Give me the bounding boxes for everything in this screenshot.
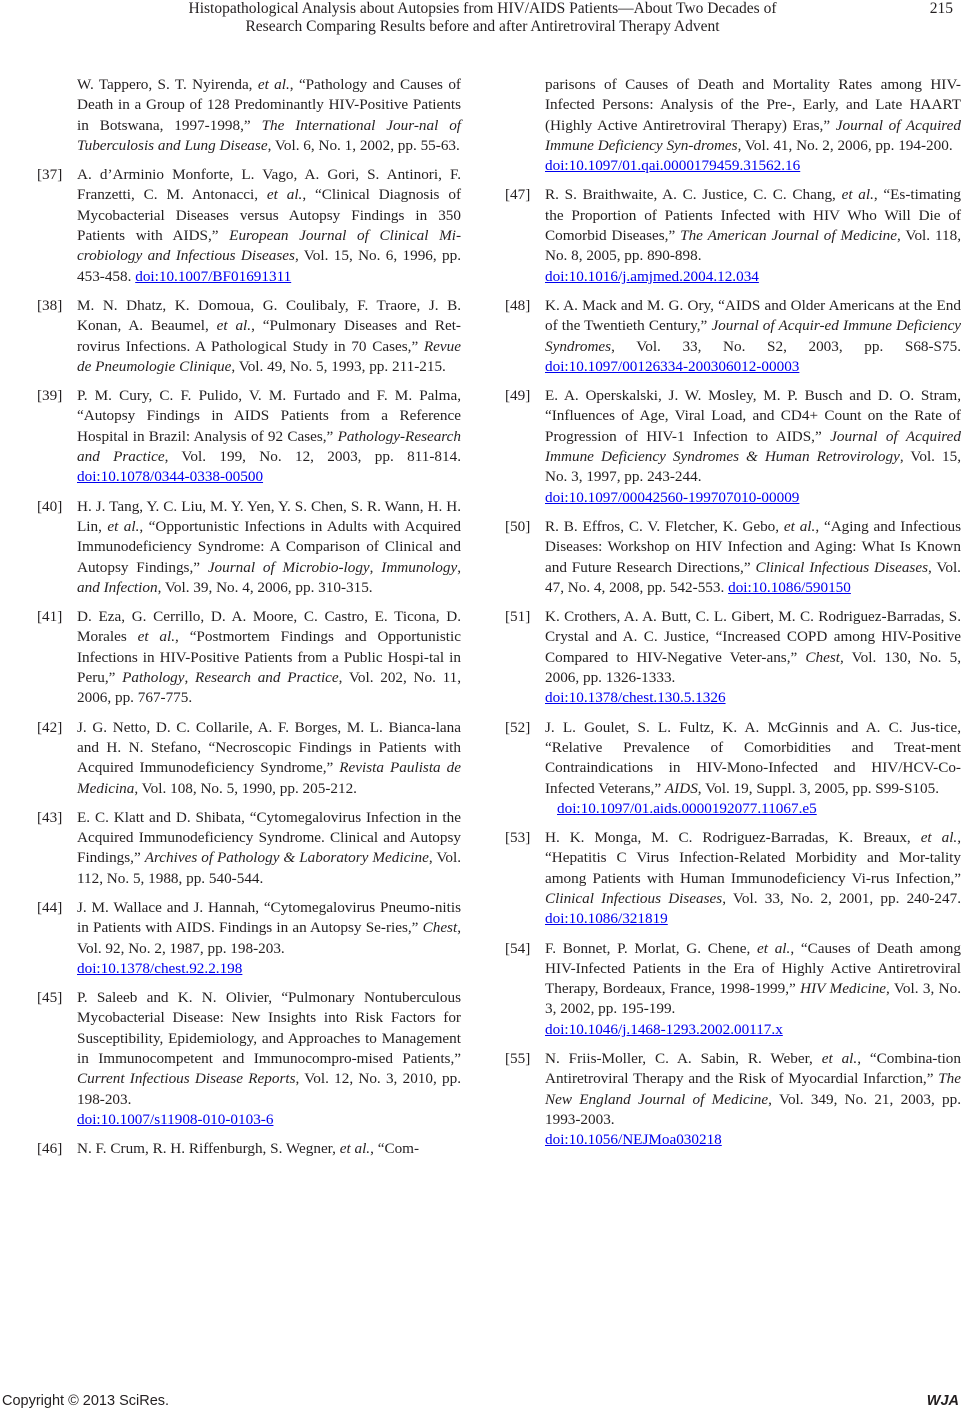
- reference-number: [37]: [37, 166, 63, 184]
- doi-link[interactable]: doi:10.1086/321819: [545, 910, 668, 928]
- italic-citation-text: The New England Journal of Medicine: [545, 1070, 961, 1108]
- citation-text: ,: [369, 558, 382, 576]
- citation-text: , Vol. 199, No. 12, 2003, pp. 811-814.: [164, 448, 461, 466]
- reference-text: [545, 186, 961, 284]
- citation-text: , Vol. 33, No. S2, 2003, pp. S68-S75.: [611, 337, 961, 355]
- citation-text: , Vol. 3, No. 3, 2002, pp. 195-199.: [545, 980, 962, 1018]
- reference-entry: [37, 988, 461, 1130]
- reference-number: [39]: [37, 387, 63, 405]
- citation-text: N. F. Crum, R. H. Riffenburgh, S. Wegner,: [77, 1140, 340, 1158]
- reference-entry: [37, 497, 461, 598]
- citation-text: A. d’Arminio Monforte, L. Vago, A. Gori, S. Antinori, F. Franzetti, C. M. Antonacci,: [77, 166, 461, 204]
- citation-text: , Vol. 118, No. 8, 2005, pp. 890-898.: [545, 227, 961, 265]
- reference-number: [44]: [37, 898, 63, 916]
- references-left-column: [37, 75, 461, 1169]
- doi-link[interactable]: doi:10.1056/NEJMoa030218: [545, 1131, 722, 1149]
- citation-text: ,: [184, 669, 196, 687]
- reference-text: [77, 809, 461, 887]
- citation-text: , Vol. 108, No. 5, 1990, pp. 205-212.: [134, 779, 357, 797]
- citation-text: P. Saleeb and K. N. Olivier, “Pulmonary Nontuberculous Mycobacterial Disease: New Insights into Risk Factors for Susceptibility, Epidemiology, and Approaches to Management in Immunocompetent and Immunocompro-mised Patients,”: [77, 989, 461, 1068]
- citation-text: , Vol. 12, No. 3, 2010, pp. 198-203.: [77, 1070, 461, 1108]
- reference-entry: [505, 828, 961, 929]
- reference-number: [53]: [505, 829, 531, 847]
- italic-citation-text: Pathology-Research and Practice: [77, 427, 461, 466]
- reference-text: [545, 76, 961, 174]
- italic-citation-text: et al.: [821, 1050, 858, 1068]
- reference-text: [77, 989, 461, 1128]
- reference-number: [38]: [37, 296, 63, 314]
- citation-text: , Vol. 130, No. 5, 2006, pp. 1326-1333.: [545, 648, 961, 687]
- reference-number: [43]: [37, 808, 63, 826]
- citation-text: , Vol. 33, No. 2, 2001, pp. 240-247.: [722, 889, 961, 907]
- reference-text: [545, 719, 961, 817]
- doi-link[interactable]: doi:10.1097/00126334-200306012-00003: [545, 357, 800, 375]
- citation-text: parisons of Causes of Death and Mortality Rates among HIV-Infected Persons: Analysis of the Pre-, Early, and Late HAART (Highly Active Antiretroviral Therapy) Eras,”: [545, 76, 961, 134]
- page-footer: [0, 1393, 965, 1413]
- italic-citation-text: Pathology: [122, 669, 185, 687]
- citation-text: , Vol. 349, No. 21, 2003, pp. 1993-2003.: [545, 1090, 962, 1128]
- reference-text: [545, 387, 961, 505]
- citation-text: , “Com-: [370, 1140, 420, 1158]
- citation-text: J. G. Netto, D. C. Collarile, A. F. Borges, M. L. Bianca-lana and H. N. Stefano, “Necroscopic Findings in Patients with Acquired Immunodeficiency Syndrome,”: [77, 718, 461, 777]
- reference-number: [54]: [505, 939, 531, 957]
- citation-text: ,: [457, 558, 461, 576]
- citation-text: H. J. Tang, Y. C. Liu, M. Y. Yen, Y. S. Chen, S. R. Wann, H. H. Lin,: [77, 497, 461, 535]
- italic-citation-text: The American Journal of Medicine: [680, 227, 897, 245]
- citation-text: , “Pulmonary Diseases and Ret-rovirus Infections. A Pathological Study in 70 Cases,”: [77, 317, 461, 355]
- running-title-line-2: Research Comparing Results before and after Antiretroviral Therapy Advent: [245, 18, 720, 35]
- citation-text: W. Tappero, S. T. Nyirenda,: [77, 76, 258, 93]
- doi-link[interactable]: doi:10.1097/00042560-199707010-00009: [545, 488, 800, 506]
- citation-text: , “Es-timating the Proportion of Patients Infected with HIV Who Will Die of Comorbid Diseases,”: [545, 186, 961, 245]
- page-number: 215: [929, 0, 953, 17]
- citation-text: , “Opportunistic Infections in Adults with Acquired Immunodeficiency Syndrome: A Comparison of Clinical and Autopsy Findings,”: [77, 517, 461, 576]
- reference-text: [77, 498, 461, 596]
- italic-citation-text: et al.: [257, 76, 290, 93]
- citation-text: P. M. Cury, C. F. Pulido, V. M. Furtado and F. M. Palma, “Autopsy Findings in AIDS Patients from a Reference Hospital in Brazil: Analysis of 92 Cases,”: [77, 387, 461, 445]
- italic-citation-text: Revista Paulista de Medicina: [77, 759, 462, 797]
- reference-number: [46]: [37, 1140, 63, 1158]
- citation-text: , “Clinical Diagnosis of Mycobacterial Diseases versus Autopsy Findings in 350 Patients with AIDS,”: [77, 186, 461, 245]
- doi-link[interactable]: doi:10.1078/0344-0338-00500: [77, 468, 264, 486]
- citation-text: E. A. Operskalski, J. W. Mosley, M. P. Busch and D. O. Stram, “Influences of Age, Viral Load, and CD4+ Count on the Rate of Progression of HIV-1 Infection to AIDS,”: [545, 387, 961, 445]
- reference-number: [42]: [37, 718, 63, 736]
- reference-entry: [505, 386, 961, 508]
- italic-citation-text: et al.: [266, 186, 303, 204]
- citation-text: K. Crothers, A. A. Butt, C. L. Gibert, M. C. Rodriguez-Barradas, S. Crystal and A. C. Justice, “Increased COPD among HIV-Positive Compared to HIV-Negative Veter-ans,”: [545, 608, 961, 666]
- italic-citation-text: Research and Practice: [195, 669, 339, 687]
- citation-text: R. S. Braithwaite, A. C. Justice, C. C. Chang,: [545, 186, 842, 204]
- reference-text: [545, 940, 961, 1038]
- reference-number: [47]: [505, 186, 531, 204]
- reference-text: [545, 297, 961, 375]
- running-title-line-1: Histopathological Analysis about Autopsies from HIV/AIDS Patients—About Two Decades of: [188, 0, 777, 17]
- italic-citation-text: HIV Medicine: [800, 980, 887, 998]
- citation-text: , Vol. 41, No. 2, 2006, pp. 194-200.: [737, 136, 953, 154]
- reference-text: [545, 1050, 961, 1148]
- citation-text: D. Eza, G. Cerrillo, D. A. Moore, C. Castro, E. Ticona, D. Morales: [77, 608, 461, 646]
- doi-link[interactable]: doi:10.1378/chest.92.2.198: [77, 959, 243, 977]
- doi-link[interactable]: doi:10.1007/BF01691311: [135, 267, 292, 285]
- running-header: [0, 0, 965, 40]
- reference-entry: [505, 1049, 961, 1150]
- italic-citation-text: et al.: [137, 628, 176, 646]
- reference-entry: [37, 165, 461, 287]
- citation-text: , “Hepatitis C Virus Infection-Related Morbidity and Mor-tality among Patients with Human Immunodeficiency Vi-rus Infection,”: [545, 829, 962, 887]
- citation-text: H. K. Monga, M. C. Rodriguez-Barradas, K. Breaux,: [545, 829, 921, 847]
- italic-citation-text: The International Jour-nal of Tuberculosis and Lung Disease: [77, 116, 462, 154]
- italic-citation-text: Archives of Pathology & Laboratory Medicine: [144, 849, 429, 867]
- reference-text: [77, 387, 461, 485]
- citation-text: E. C. Klatt and D. Shibata, “Cytomegalovirus Infection in the Acquired Immunodeficiency Syndrome. Clinical and Autopsy Findings,”: [77, 808, 461, 867]
- reference-text: [545, 518, 961, 596]
- citation-text: , Vol. 47, No. 4, 2008, pp. 542-553.: [545, 558, 961, 596]
- citation-text: M. N. Dhatz, K. Domoua, G. Coulibaly, F. Traore, J. B. Konan, A. Beaumel,: [77, 296, 461, 335]
- reference-text: [77, 166, 461, 284]
- reference-text: [77, 608, 461, 706]
- reference-entry: [37, 607, 461, 708]
- italic-citation-text: and Infection: [77, 578, 158, 596]
- reference-entry: [505, 296, 961, 377]
- reference-text: [545, 829, 961, 927]
- reference-entry: [37, 296, 461, 377]
- italic-citation-text: et al.: [841, 186, 874, 204]
- citation-text: , “Aging and Infectious Diseases: Workshop on HIV Infection and Aging: What Is Known and Future Research Directions,”: [545, 517, 962, 576]
- italic-citation-text: Journal of Microbio-logy: [207, 558, 370, 576]
- citation-text: , “Pathology and Causes of Death in a Group of 128 Predominantly HIV-Positive Patients in Botswana, 1997-1998,”: [77, 76, 461, 134]
- italic-citation-text: et al.: [783, 517, 816, 535]
- citation-text: N. Friis-Moller, C. A. Sabin, R. Weber,: [545, 1050, 822, 1068]
- reference-number: [50]: [505, 517, 531, 535]
- doi-link[interactable]: doi:10.1046/j.1468-1293.2002.00117.x: [545, 1020, 783, 1038]
- italic-citation-text: AIDS: [664, 779, 698, 797]
- italic-citation-text: Chest: [422, 919, 458, 937]
- reference-text: [77, 297, 461, 375]
- doi-link[interactable]: doi:10.1086/590150: [728, 578, 851, 596]
- reference-entry: [505, 718, 961, 819]
- citation-text: , “Postmortem Findings and Opportunistic Infections in HIV-Positive Patients from a Public Hospi-tal in Peru,”: [77, 628, 461, 687]
- reference-entry: [505, 939, 961, 1040]
- reference-entry: [37, 808, 461, 889]
- italic-citation-text: Journal of Acquired Immune Deficiency Syndromes & Human Retrovirology: [545, 427, 961, 466]
- reference-number: [45]: [37, 989, 63, 1007]
- reference-continuation: [37, 75, 461, 156]
- citation-text: K. A. Mack and M. G. Ory, “AIDS and Older Americans at the End of the Twentieth Century,”: [545, 296, 961, 335]
- reference-text: [77, 76, 461, 154]
- italic-citation-text: European Journal of Clinical Mi-crobiology and Infectious Diseases: [77, 227, 462, 265]
- reference-number: [51]: [505, 608, 531, 626]
- references-right-column: [505, 75, 961, 1160]
- reference-text: [77, 719, 461, 797]
- citation-text: , Vol. 15, No. 6, 1996, pp. 453-458.: [77, 247, 462, 285]
- italic-citation-text: Current Infectious Disease Reports: [77, 1070, 296, 1088]
- citation-text: , Vol. 6, No. 1, 2002, pp. 55-63.: [267, 136, 460, 154]
- italic-citation-text: Chest: [805, 648, 840, 666]
- reference-entry: [505, 185, 961, 286]
- citation-text: , Vol. 92, No. 2, 1987, pp. 198-203.: [77, 919, 461, 957]
- reference-continuation: [505, 75, 961, 176]
- reference-text: [545, 608, 961, 706]
- citation-text: F. Bonnet, P. Morlat, G. Chene,: [545, 939, 758, 957]
- journal-abbreviation: WJA: [926, 1393, 959, 1409]
- doi-link[interactable]: doi:10.1007/s11908-010-0103-6: [77, 1110, 274, 1128]
- reference-text: [77, 899, 461, 977]
- reference-number: [41]: [37, 608, 63, 626]
- citation-text: , Vol. 202, No. 11, 2006, pp. 767-775.: [77, 669, 462, 707]
- reference-entry: [505, 607, 961, 708]
- italic-citation-text: et al.: [216, 317, 252, 335]
- copyright-notice: Copyright © 2013 SciRes.: [2, 1393, 170, 1409]
- reference-entry: [37, 1139, 461, 1159]
- italic-citation-text: Clinical Infectious Diseases: [545, 889, 723, 907]
- italic-citation-text: Clinical Infectious Diseases: [755, 558, 928, 576]
- citation-text: , “Combina-tion Antiretroviral Therapy and the Risk of Myocardial Infarction,”: [545, 1050, 961, 1088]
- citation-text: J. M. Wallace and J. Hannah, “Cytomegalovirus Pneumo-nitis in Patients with AIDS. Findings in an Autopsy Se-ries,”: [77, 898, 461, 937]
- reference-number: [40]: [37, 497, 63, 515]
- doi-link[interactable]: doi:10.1097/01.qai.0000179459.31562.16: [545, 157, 801, 175]
- italic-citation-text: et al.: [757, 939, 791, 957]
- doi-link[interactable]: doi:10.1016/j.amjmed.2004.12.034: [545, 267, 759, 285]
- citation-text: J. L. Goulet, S. L. Fultz, K. A. McGinnis and A. C. Jus-tice, “Relative Prevalence of Comorbidities and Treat-ment Contraindications in HIV-Mono-Infected and HIV/HCV-Co-Infected Veterans,”: [545, 718, 961, 797]
- doi-link[interactable]: doi:10.1378/chest.130.5.1326: [545, 689, 726, 707]
- citation-text: , Vol. 49, No. 5, 1993, pp. 211-215.: [231, 357, 446, 375]
- reference-number: [48]: [505, 296, 531, 314]
- citation-text: , Vol. 39, No. 4, 2006, pp. 310-315.: [157, 578, 373, 596]
- reference-entry: [37, 386, 461, 487]
- citation-text: , “Causes of Death among HIV-Infected Patients in the Era of Highly Active Antiretroviral Therapy, Bordeaux, France, 1998-1999,”: [545, 939, 961, 998]
- reference-entry: [37, 718, 461, 799]
- reference-number: [55]: [505, 1050, 531, 1068]
- citation-text: R. B. Effros, C. V. Fletcher, K. Gebo,: [545, 517, 784, 535]
- italic-citation-text: et al.: [107, 517, 140, 535]
- reference-number: [49]: [505, 387, 531, 405]
- italic-citation-text: Journal of Acquir-ed Immune Deficiency Syndromes: [545, 317, 961, 355]
- reference-text: [77, 1140, 419, 1157]
- italic-citation-text: et al.: [920, 829, 958, 847]
- reference-number: [52]: [505, 718, 531, 736]
- citation-text: , Vol. 15, No. 3, 1997, pp. 243-244.: [545, 448, 961, 486]
- italic-citation-text: et al.: [339, 1140, 371, 1158]
- italic-citation-text: Journal of Acquired Immune Deficiency Syn-dromes: [545, 116, 961, 154]
- citation-text: , Vol. 112, No. 5, 1988, pp. 540-544.: [77, 849, 461, 887]
- reference-entry: [37, 898, 461, 979]
- italic-citation-text: Revue de Pneumologie Clinique: [77, 337, 461, 375]
- reference-entry: [505, 517, 961, 598]
- italic-citation-text: Immunology: [381, 558, 458, 576]
- doi-link[interactable]: doi:10.1097/01.aids.0000192077.11067.e5: [557, 799, 817, 817]
- citation-text: , Vol. 19, Suppl. 3, 2005, pp. S99-S105.: [697, 779, 940, 797]
